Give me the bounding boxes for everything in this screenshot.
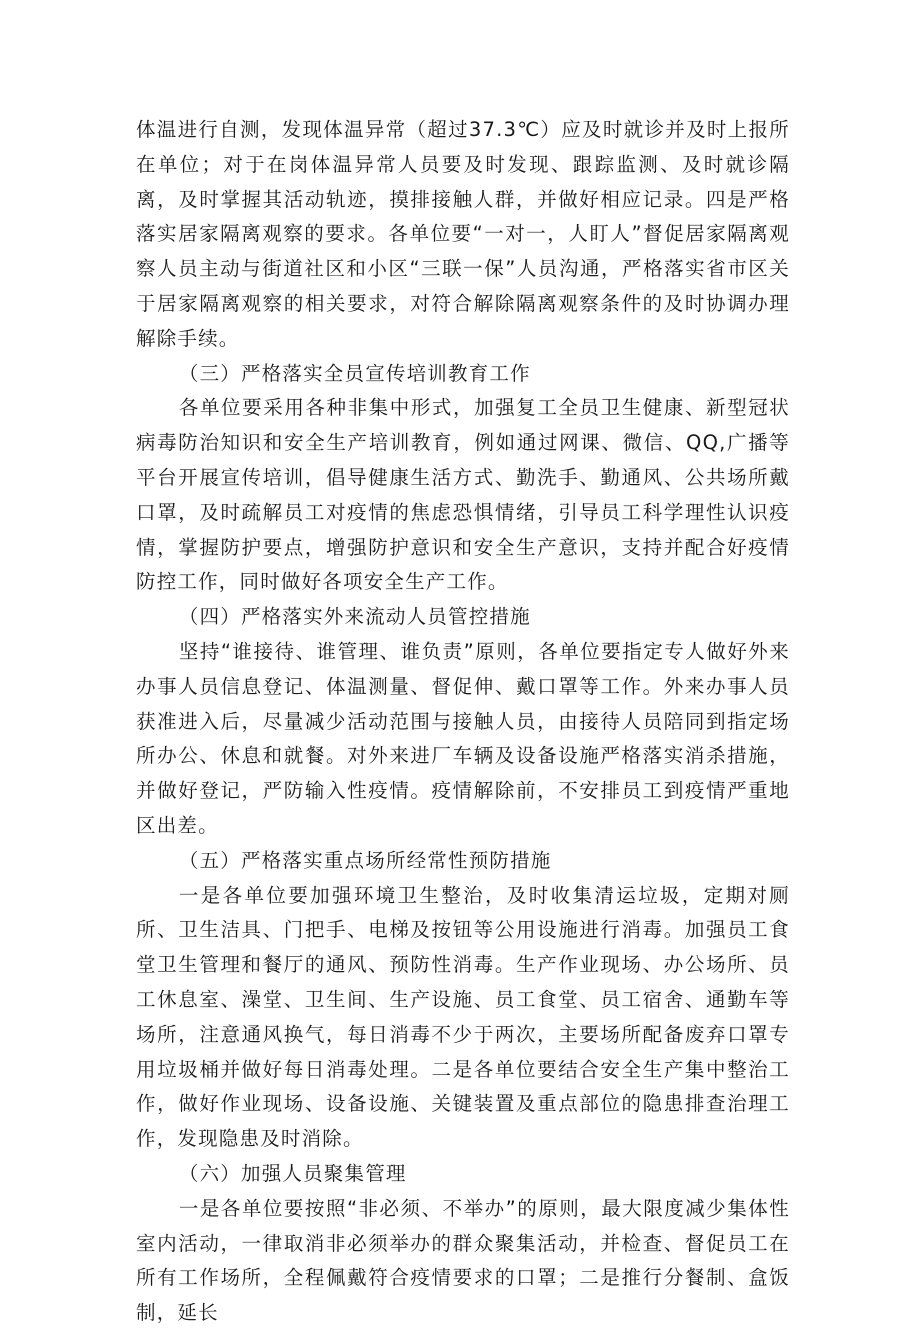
paragraph-gathering: 一是各单位要按照“非必须、不举办”的原则，最大限度减少集体性室内活动，一律取消非必须举办的群众聚集活动，并检查、督促员工在所有工作场所，全程佩戴符合疫情要求的口罩；二是推行分餐制、盒饭制，延长 xyxy=(136,1196,790,1325)
paragraph-health-monitoring: 体温进行自测，发现体温异常（超过37.3℃）应及时就诊并及时上报所在单位；对于在岗体温异常人员要及时发现、跟踪监测、及时就诊隔离，及时掌握其活动轨迹，摸排接触人群，并做好相应记录。四是严格落实居家隔离观察的要求。各单位要“一对一，人盯人”督促居家隔离观察人员主动与街道社区和小区“三联一保”人员沟通，严格落实省市区关于居家隔离观察的相关要求，对符合解除隔离观察条件的及时协调办理解除手续。 xyxy=(136,118,790,350)
document-body xyxy=(136,113,790,1331)
section-heading-6: （六）加强人员聚集管理 xyxy=(178,1161,407,1185)
paragraph-key-sites: 一是各单位要加强环境卫生整治，及时收集清运垃圾，定期对厕所、卫生洁具、门把手、电梯及按钮等公用设施进行消毒。加强员工食堂卫生管理和餐厅的通风、预防性消毒。生产作业现场、办公场所、员工休息室、澡堂、卫生间、生产设施、员工食堂、员工宿舍、通勤车等场所，注意通风换气，每日消毒不少于两次，主要场所配备废弃口罩专用垃圾桶并做好每日消毒处理。二是各单位要结合安全生产集中整治工作，做好作业现场、设备设施、关键装置及重点部位的隐患排查治理工作，发现隐患及时消除。 xyxy=(136,883,790,1151)
section-heading-3: （三）严格落实全员宣传培训教育工作 xyxy=(178,361,531,385)
paragraph-training: 各单位要采用各种非集中形式，加强复工全员卫生健康、新型冠状病毒防治知识和安全生产培训教育，例如通过网课、微信、QQ,广播等平台开展宣传培训，倡导健康生活方式、勤洗手、勤通风、公共场所戴口罩，及时疏解员工对疫情的焦虑恐惧情绪，引导员工科学理性认识疫情，掌握防护要点，增强防护意识和安全生产意识，支持并配合好疫情防控工作，同时做好各项安全生产工作。 xyxy=(136,396,790,594)
section-heading-5: （五）严格落实重点场所经常性预防措施 xyxy=(178,848,552,872)
section-heading-4: （四）严格落实外来流动人员管控措施 xyxy=(178,605,531,629)
paragraph-visitor-control: 坚持“谁接待、谁管理、谁负责”原则，各单位要指定专人做好外来办事人员信息登记、体温测量、督促伸、戴口罩等工作。外来办事人员获准进入后，尽量减少活动范围与接触人员，由接待人员陪同到指定场所办公、休息和就餐。对外来进厂车辆及设备设施严格落实消杀措施，并做好登记，严防输入性疫情。疫情解除前，不安排员工到疫情严重地区出差。 xyxy=(136,639,790,837)
